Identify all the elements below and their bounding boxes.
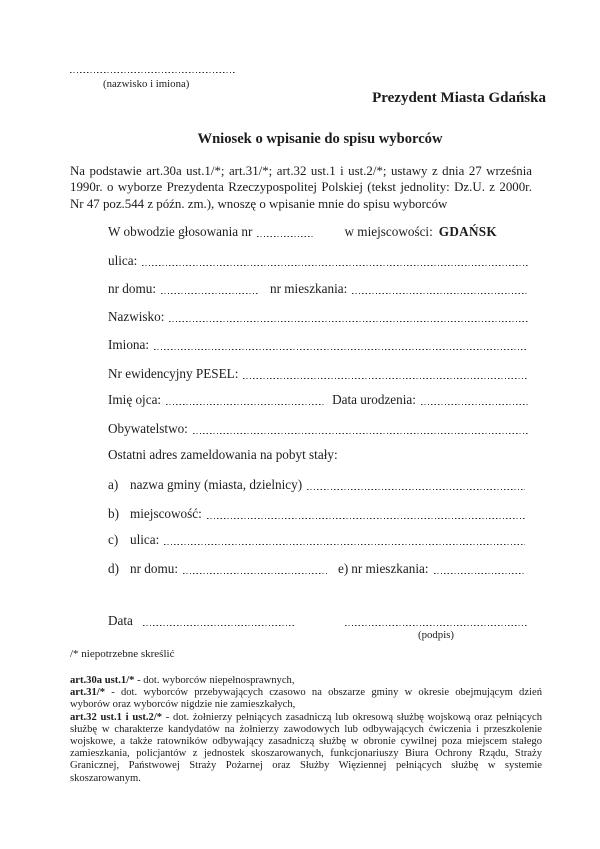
house-no-label: nr domu: xyxy=(108,281,156,296)
form-title: Wniosek o wpisanie do spisu wyborców xyxy=(197,131,443,147)
city-value: GDAŃSK xyxy=(438,224,497,239)
citizenship-dotted-line xyxy=(193,430,528,434)
street-dotted-line xyxy=(142,262,528,266)
legal-basis-line-1: Na podstawie art.30a ust.1/*; art.31/*; art.32 ust.1 i ust.2/*; ustawy z dnia 27 września 1990r. xyxy=(70,164,532,195)
last-apartment-no-dotted-line xyxy=(434,570,525,574)
pesel-label: Nr ewidencyjny PESEL: xyxy=(108,366,239,381)
house-apartment-row xyxy=(108,280,528,296)
surname-dotted-line xyxy=(169,318,528,322)
footnote-art32-sep: - xyxy=(162,711,174,723)
locality-label: miejscowość: xyxy=(130,506,202,521)
house-no-dotted-line xyxy=(161,290,258,294)
applicant-name-caption: (nazwisko i imiona) xyxy=(103,78,190,90)
precinct-row xyxy=(108,223,497,239)
street-label: ulica: xyxy=(108,253,138,268)
apartment-no-dotted-line xyxy=(352,290,528,294)
footnotes-block xyxy=(70,675,542,785)
legal-basis-line-3: z późn. zm.), wnoszę o wpisanie mnie do spisu wyborców xyxy=(147,196,448,211)
signature-dotted-line xyxy=(345,622,527,626)
last-address-heading-label: Ostatni adres zameldowania na pobyt stały: xyxy=(108,447,338,462)
given-names-label: Imiona: xyxy=(108,337,150,352)
footnote-art31-term: art.31/* xyxy=(70,687,106,699)
citizenship-field-row xyxy=(108,420,528,436)
precinct-number-dotted-line xyxy=(257,233,315,237)
footnote-art30a-text: dot. wyborców niepełnosprawnych, xyxy=(143,675,295,686)
item-d-marker: d) xyxy=(108,561,119,576)
footnote-art31-sep: - xyxy=(105,687,121,699)
last-street-field-row xyxy=(108,531,525,547)
fathers-name-dotted-line xyxy=(166,401,326,405)
last-apartment-no-label: nr mieszkania: xyxy=(351,561,429,576)
gmina-label: nazwa gminy (miasta, dzielnicy) xyxy=(130,477,303,492)
footnote-art31 xyxy=(70,687,542,711)
gmina-field-row xyxy=(108,476,525,492)
given-names-field-row xyxy=(108,336,528,352)
birth-date-label: Data urodzenia: xyxy=(332,392,416,407)
fathers-name-label: Imię ojca: xyxy=(108,392,162,407)
item-e-marker: e) xyxy=(338,561,349,576)
locality-field-row xyxy=(108,505,525,521)
date-label: Data xyxy=(108,613,133,628)
footnote-art30a xyxy=(70,675,542,687)
footnote-art32-text: dot. żołnierzy pełniących zasadniczą lub okresową służbę wojskową oraz pełniących służbę w charakterze kandydatów na żołnierzy zawodowych lub odbywających ćwiczenia i przeszkolenie wojskowe, a także ratowników odbywający zasadniczą służbę w obronie cywilnej poza miejscem stałego zamieszkania, policjantów z jednostek skoszarowanych, funkcjonariuszy Biura Ochrony Rządu, Straży Granicznej, Państwowej Straży Pożarnej oraz Służby Więziennej pełniących służbę w systemie skoszarowanym. xyxy=(70,711,543,784)
city-label: w miejscowości: xyxy=(344,224,433,239)
precinct-number-label: W obwodzie głosowania nr xyxy=(108,224,253,239)
pesel-dotted-line xyxy=(243,375,528,379)
date-signature-row xyxy=(108,612,527,628)
last-house-no-label: nr domu: xyxy=(130,561,178,576)
footnote-art31-text: dot. wyborców przebywających czasowo na obszarze gminy w okresie obejmującym dzień wyborów oraz wyborców nigdzie nie zamieszkałych, xyxy=(70,687,543,711)
legal-basis-line-2: o wyborze Prezydenta Rzeczypospolitej Polskiej (tekst jednolity: Dz.U. z 2000r. Nr 47 poz.544 xyxy=(70,180,532,211)
last-street-dotted-line xyxy=(164,541,525,545)
last-house-apartment-row xyxy=(108,560,525,576)
footnote-art30a-term: art.30a ust.1/* xyxy=(70,675,135,686)
pesel-field-row xyxy=(108,365,528,381)
signature-caption: (podpis) xyxy=(418,629,454,641)
item-b-marker: b) xyxy=(108,506,119,521)
surname-label: Nazwisko: xyxy=(108,309,165,324)
footnote-art32 xyxy=(70,712,542,785)
footnote-art32-term: art.32 ust.1 i ust.2/* xyxy=(70,711,163,723)
applicant-name-dotted-line xyxy=(70,70,236,73)
gmina-dotted-line xyxy=(307,486,525,490)
street-field-row xyxy=(108,252,528,268)
item-a-marker: a) xyxy=(108,477,119,492)
legal-basis-paragraph xyxy=(70,163,532,212)
locality-dotted-line xyxy=(207,515,525,519)
date-dotted-line xyxy=(143,622,295,626)
footnote-art30a-sep: - xyxy=(134,675,144,686)
given-names-dotted-line xyxy=(154,346,528,350)
father-birthdate-row xyxy=(108,391,528,407)
last-street-label: ulica: xyxy=(130,532,160,547)
citizenship-label: Obywatelstwo: xyxy=(108,421,188,436)
strike-note: /* niepotrzebne skreślić xyxy=(70,648,175,660)
last-house-no-dotted-line xyxy=(183,570,328,574)
birth-date-dotted-line xyxy=(421,401,528,405)
apartment-no-label: nr mieszkania: xyxy=(270,281,348,296)
recipient-title: Prezydent Miasta Gdańska xyxy=(372,90,546,106)
surname-field-row xyxy=(108,308,528,324)
item-c-marker: c) xyxy=(108,532,119,547)
last-address-heading xyxy=(108,446,528,462)
